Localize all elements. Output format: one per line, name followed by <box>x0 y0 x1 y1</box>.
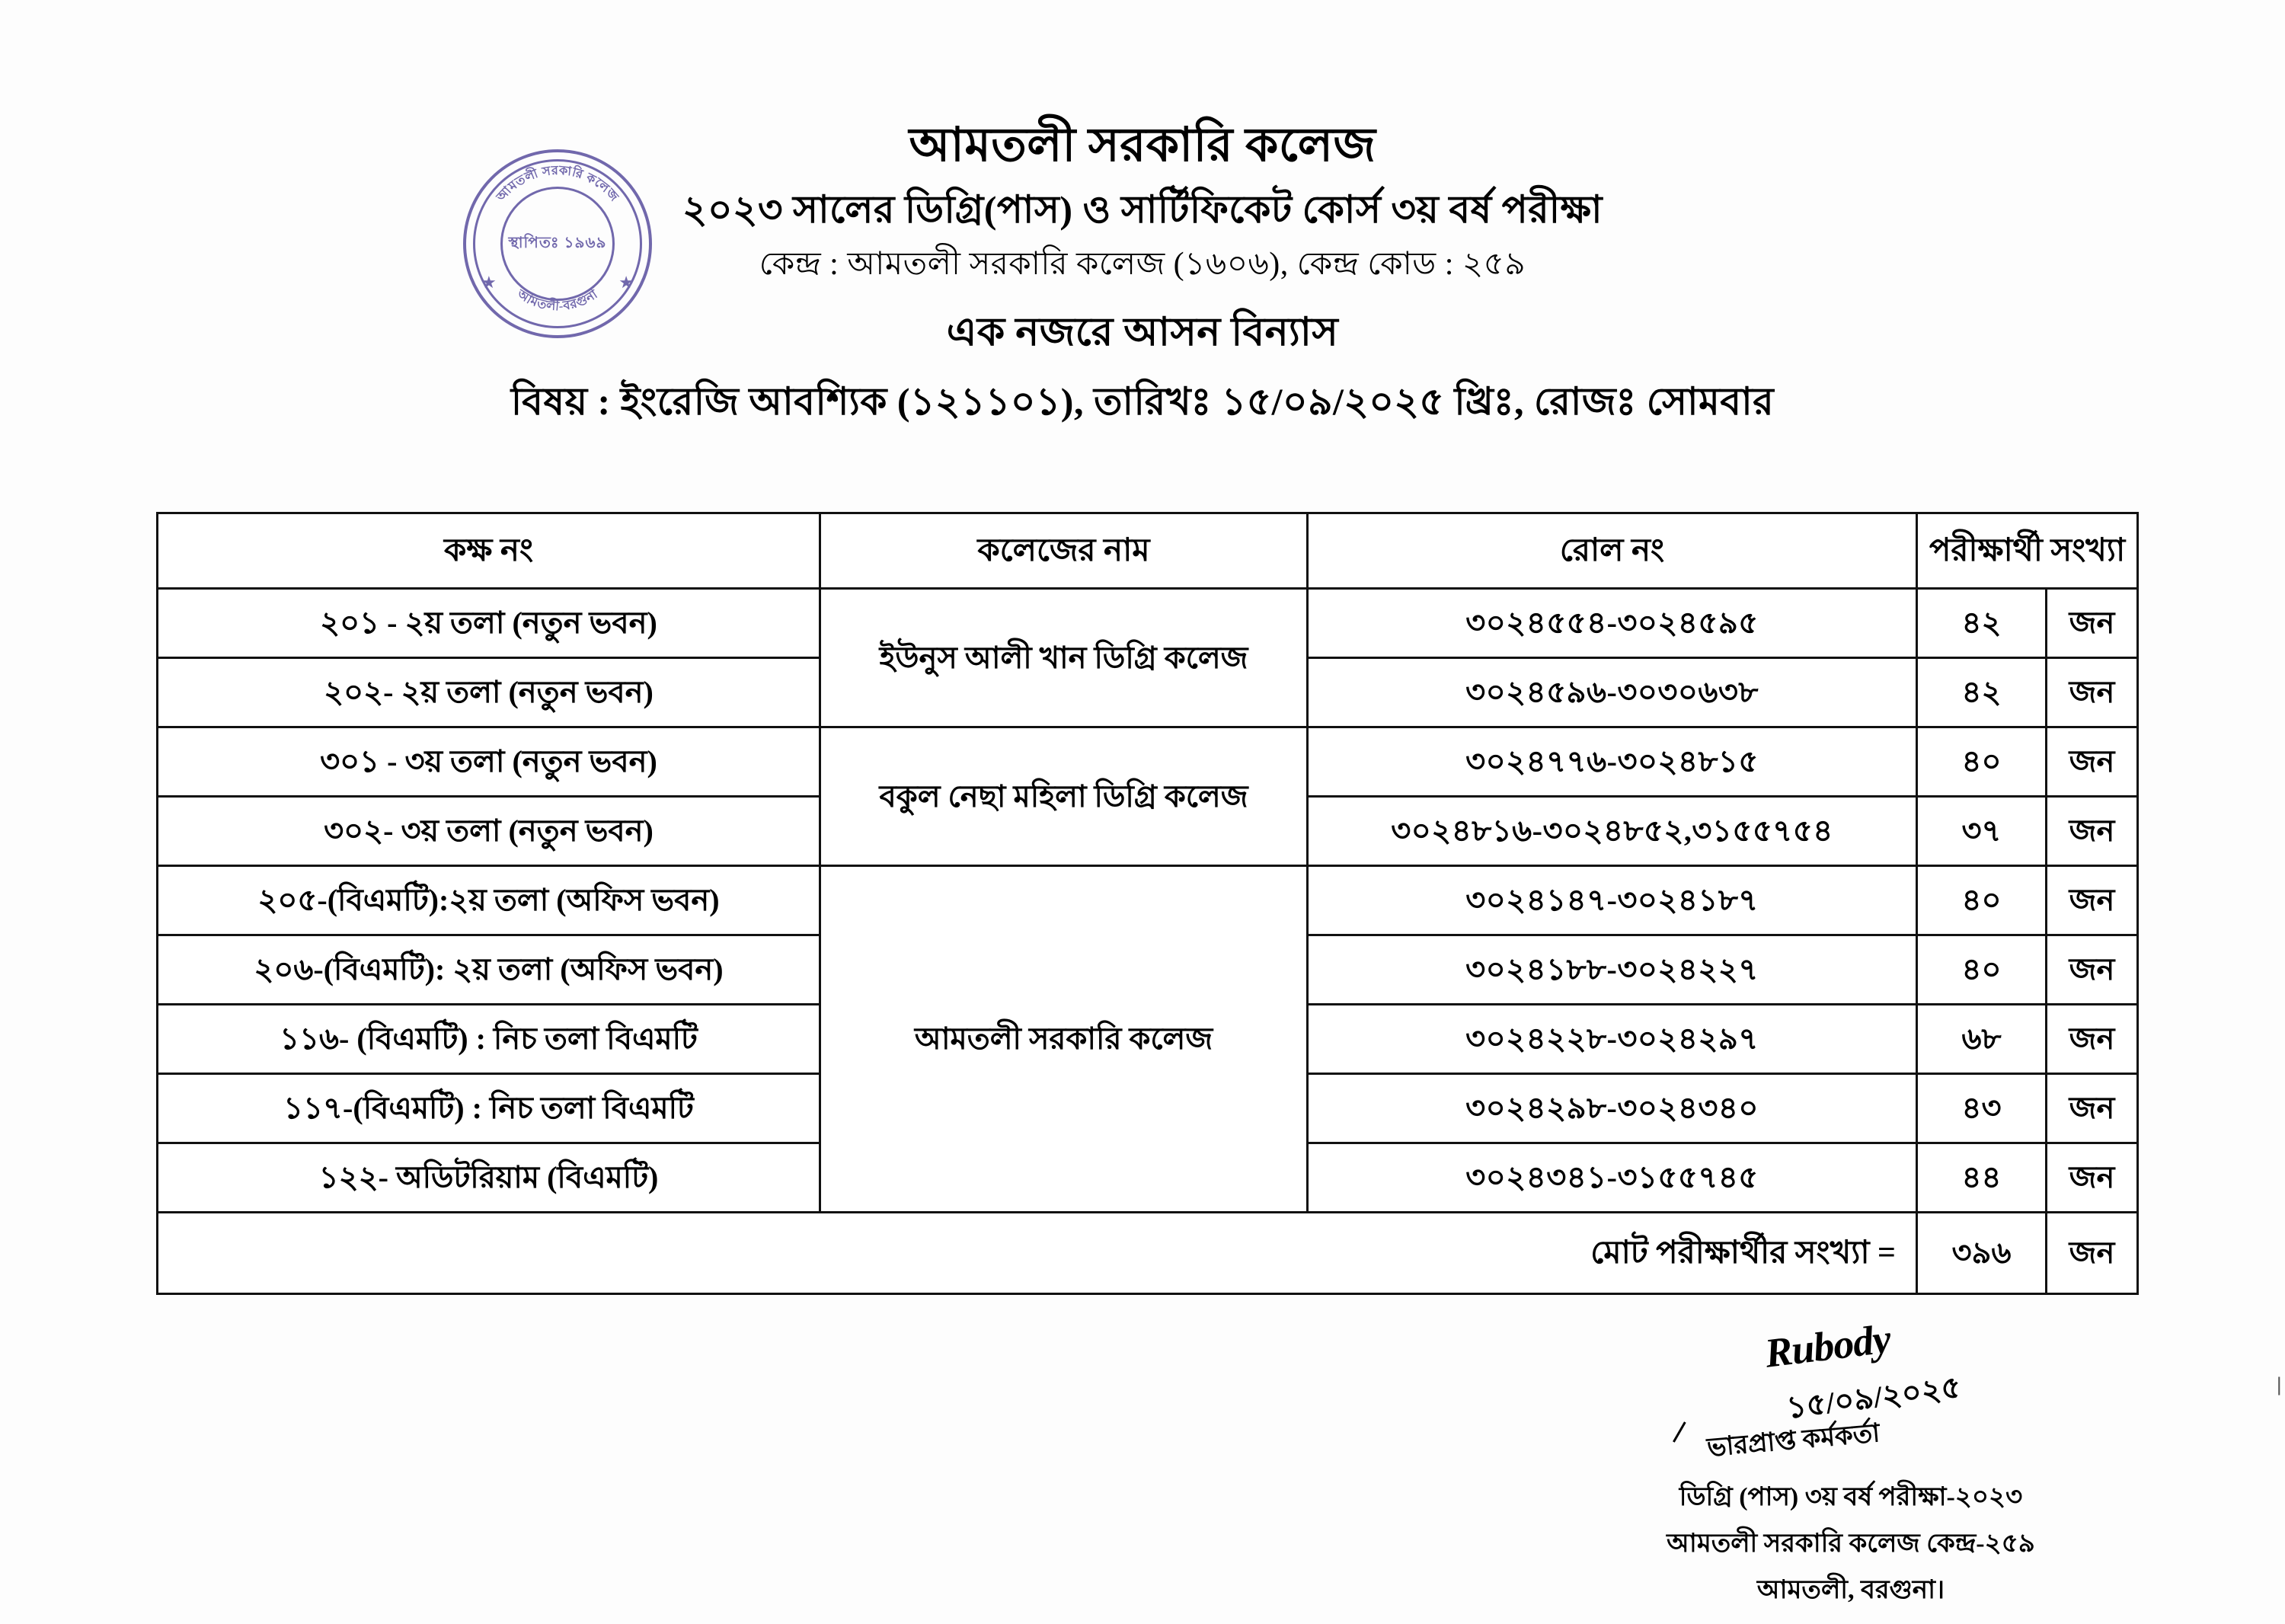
cell-roll-range: ৩০২৪৮১৬-৩০২৪৮৫২,৩১৫৫৭৫৪ <box>1308 797 1917 866</box>
total-label: মোট পরীক্ষার্থীর সংখ্যা = <box>158 1213 1917 1294</box>
cell-count-unit: জন <box>2047 1143 2138 1213</box>
cell-count: ৩৭ <box>1917 797 2047 866</box>
cell-count: ৪০ <box>1917 866 2047 935</box>
cell-room: ২০৬-(বিএমটি): ২য় তলা (অফিস ভবন) <box>158 935 820 1005</box>
cell-roll-range: ৩০২৪২৯৮-৩০২৪৩৪০ <box>1308 1074 1917 1143</box>
table-row <box>158 727 2138 797</box>
college-name-title: আমতলী সরকারি কলেজ <box>909 120 1376 171</box>
cell-room: ১২২- অডিটরিয়াম (বিএমটি) <box>158 1143 820 1213</box>
cell-room: ২০৫-(বিএমটি):২য় তলা (অফিস ভবন) <box>158 866 820 935</box>
cell-count-unit: জন <box>2047 658 2138 727</box>
seal-star-right-icon: ★ <box>618 273 634 292</box>
cell-count: ৪২ <box>1917 589 2047 658</box>
cell-count-unit: জন <box>2047 589 2138 658</box>
cell-count-unit: জন <box>2047 1005 2138 1074</box>
cell-roll-range: ৩০২৪৫৫৪-৩০২৪৫৯৫ <box>1308 589 1917 658</box>
cell-room: ২০১ - ২য় তলা (নতুন ভবন) <box>158 589 820 658</box>
cell-count-unit: জন <box>2047 935 2138 1005</box>
signatory-role: ভারপ্রাপ্ত কর্মকর্তা <box>1705 1414 1881 1469</box>
signature-date: ১৫/০৯/২০২৫ <box>1785 1369 1963 1425</box>
subject-date-line: বিষয় : ইংরেজি আবশ্যিক (১২১১০১), তারিখঃ ১৫/০৯/২০২৫ খ্রিঃ, রোজঃ সোমবার <box>510 380 1775 424</box>
seal-star-left-icon: ★ <box>481 273 497 292</box>
cell-count: ৬৮ <box>1917 1005 2047 1074</box>
seat-plan-subtitle: এক নজরে আসন বিন্যাস <box>946 310 1339 354</box>
cell-count: ৪২ <box>1917 658 2047 727</box>
footer-exam-line: ডিগ্রি (পাস) ৩য় বর্ষ পরীক্ষা-২০২৩ <box>1679 1483 2023 1512</box>
table-row <box>158 866 2138 935</box>
cell-room: ৩০২- ৩য় তলা (নতুন ভবন) <box>158 797 820 866</box>
seat-plan-table <box>156 512 2139 1295</box>
table-total-row <box>158 1213 2138 1294</box>
column-header-room: কক্ষ নং <box>158 513 820 589</box>
seat-plan-table-wrapper <box>156 512 2136 1295</box>
footer-center-line: আমতলী সরকারি কলেজ কেন্দ্র-২৫৯ <box>1667 1530 2035 1558</box>
exam-title: ২০২৩ সালের ডিগ্রি(পাস) ও সার্টিফিকেট কোর্স ৩য় বর্ষ পরীক্ষা <box>682 187 1603 231</box>
cell-college: আমতলী সরকারি কলেজ <box>820 866 1308 1213</box>
cell-count: ৪৩ <box>1917 1074 2047 1143</box>
table-header-row <box>158 513 2138 589</box>
cell-count-unit: জন <box>2047 727 2138 797</box>
cell-roll-range: ৩০২৪২২৮-৩০২৪২৯৭ <box>1308 1005 1917 1074</box>
cell-college: বকুল নেছা মহিলা ডিগ্রি কলেজ <box>820 727 1308 866</box>
cell-room: ১১৭-(বিএমটি) : নিচ তলা বিএমটি <box>158 1074 820 1143</box>
signature: Rubody <box>1762 1316 1894 1376</box>
cell-count: ৪৪ <box>1917 1143 2047 1213</box>
footer-location-line: আমতলী, বরগুনা। <box>1756 1575 1945 1604</box>
cell-room: ২০২- ২য় তলা (নতুন ভবন) <box>158 658 820 727</box>
cell-roll-range: ৩০২৪৫৯৬-৩০৩০৬৩৮ <box>1308 658 1917 727</box>
column-header-count: পরীক্ষার্থী সংখ্যা <box>1917 513 2138 589</box>
column-header-college: কলেজের নাম <box>820 513 1308 589</box>
center-info-line: কেন্দ্র : আমতলী সরকারি কলেজ (১৬০৬), কেন্দ্র কোড : ২৫৯ <box>759 247 1526 283</box>
table-body <box>158 589 2138 1213</box>
page-edge-mark: ∣ <box>2276 1376 2282 1398</box>
cell-room: ১১৬- (বিএমটি) : নিচ তলা বিএমটি <box>158 1005 820 1074</box>
total-unit: জন <box>2047 1213 2138 1294</box>
table-row <box>158 589 2138 658</box>
seal-center-text: স্থাপিতঃ ১৯৬৯ <box>508 234 607 251</box>
cell-college: ইউনুস আলী খান ডিগ্রি কলেজ <box>820 589 1308 727</box>
document-header <box>0 114 2285 428</box>
cell-count: ৪০ <box>1917 935 2047 1005</box>
total-count: ৩৯৬ <box>1917 1213 2047 1294</box>
cell-count-unit: জন <box>2047 1074 2138 1143</box>
cell-roll-range: ৩০২৪১৮৮-৩০২৪২২৭ <box>1308 935 1917 1005</box>
cell-roll-range: ৩০২৪১৪৭-৩০২৪১৮৭ <box>1308 866 1917 935</box>
cell-count: ৪০ <box>1917 727 2047 797</box>
cell-count-unit: জন <box>2047 866 2138 935</box>
document-footer <box>1539 1315 2163 1610</box>
seal-bottom-text: আমতলী-বরগুনা <box>514 286 601 314</box>
cell-room: ৩০১ - ৩য় তলা (নতুন ভবন) <box>158 727 820 797</box>
cell-roll-range: ৩০২৪৭৭৬-৩০২৪৮১৫ <box>1308 727 1917 797</box>
cell-count-unit: জন <box>2047 797 2138 866</box>
cell-roll-range: ৩০২৪৩৪১-৩১৫৫৭৪৫ <box>1308 1143 1917 1213</box>
column-header-roll: রোল নং <box>1308 513 1917 589</box>
seal-top-text: আমতলী সরকারি কলেজ <box>493 162 622 204</box>
